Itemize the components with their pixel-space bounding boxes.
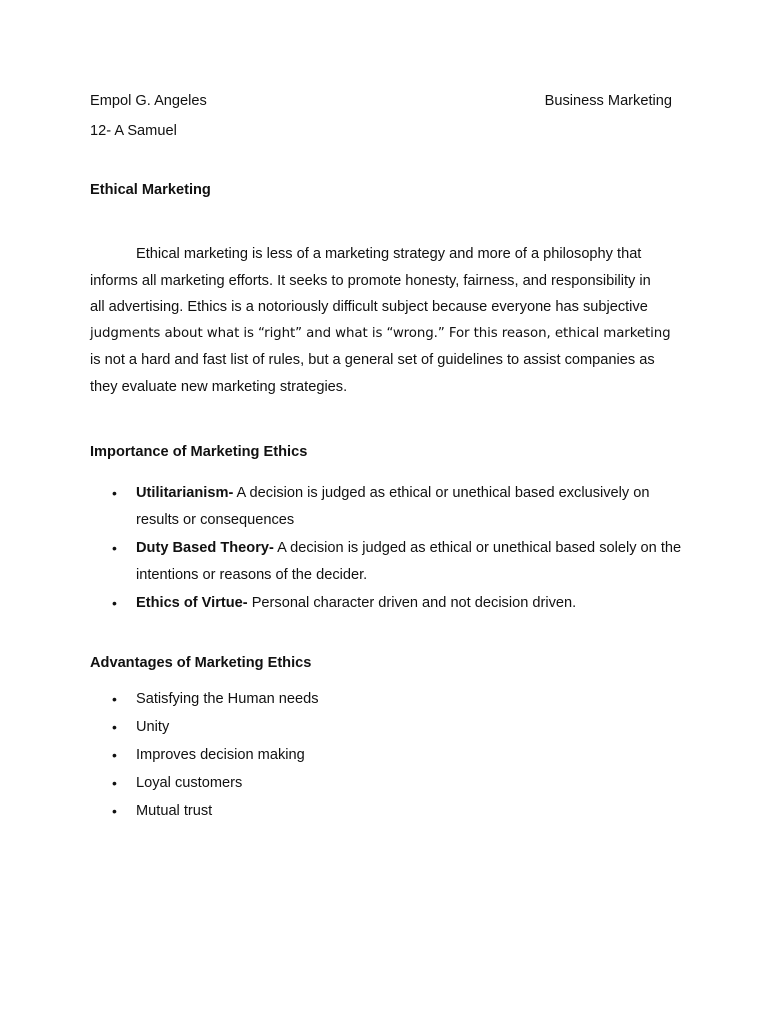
term-label: Utilitarianism- [136,485,234,501]
list-item [90,773,690,801]
term-description: A decision is judged as ethical or unethical based exclusively on results or consequences [136,485,650,528]
list-item-text: Mutual trust [136,803,213,819]
list-item-text: Satisfying the Human needs [136,691,319,707]
term-label: Ethics of Virtue- [136,595,248,611]
list-item [90,717,690,745]
list-item-text: Loyal customers [136,775,243,791]
list-item-content [136,480,684,534]
subject-name: Business Marketing [544,93,672,109]
list-item-text: Unity [136,719,170,735]
bullet-icon: • [112,775,117,791]
bullet-icon: • [112,803,117,819]
list-item [90,480,690,534]
intro-line: all advertising. Ethics is a notoriously difficult subject because everyone has subjective [90,299,648,316]
bullet-icon: • [112,540,117,556]
advantages-list [90,689,690,829]
bullet-icon: • [112,691,117,707]
intro-line: they evaluate new marketing strategies. [90,378,348,395]
intro-line: informs all marketing efforts. It seeks to promote honesty, fairness, and responsibility in [90,272,651,289]
intro-paragraph [90,244,676,404]
importance-heading: Importance of Marketing Ethics [90,444,308,460]
list-item [90,745,690,773]
term-description: A decision is judged as ethical or unethical based solely on the intentions or reasons of the decider. [136,540,682,583]
term-label: Duty Based Theory- [136,540,274,556]
importance-list [90,480,690,618]
term-description: Personal character driven and not decision driven. [247,595,577,611]
bullet-icon: • [112,485,117,501]
list-item-content [136,590,684,617]
bullet-icon: • [112,719,117,735]
class-section: 12- A Samuel [90,123,177,139]
list-item [90,801,690,829]
list-item [90,590,690,617]
advantages-heading: Advantages of Marketing Ethics [90,655,312,671]
intro-line: is not a hard and fast list of rules, but a general set of guidelines to assist companies as [90,352,655,369]
list-item [90,689,690,717]
intro-line: Ethical marketing is less of a marketing strategy and more of a philosophy that [136,246,642,262]
intro-line: judgments about what is “right” and what is “wrong.” For this reason, ethical marketing [90,325,671,341]
bullet-icon: • [112,595,117,611]
list-item [90,535,690,589]
document-title: Ethical Marketing [90,182,211,198]
list-item-content [136,535,684,589]
list-item-text: Improves decision making [136,747,305,763]
bullet-icon: • [112,747,117,763]
author-name: Empol G. Angeles [90,93,207,109]
